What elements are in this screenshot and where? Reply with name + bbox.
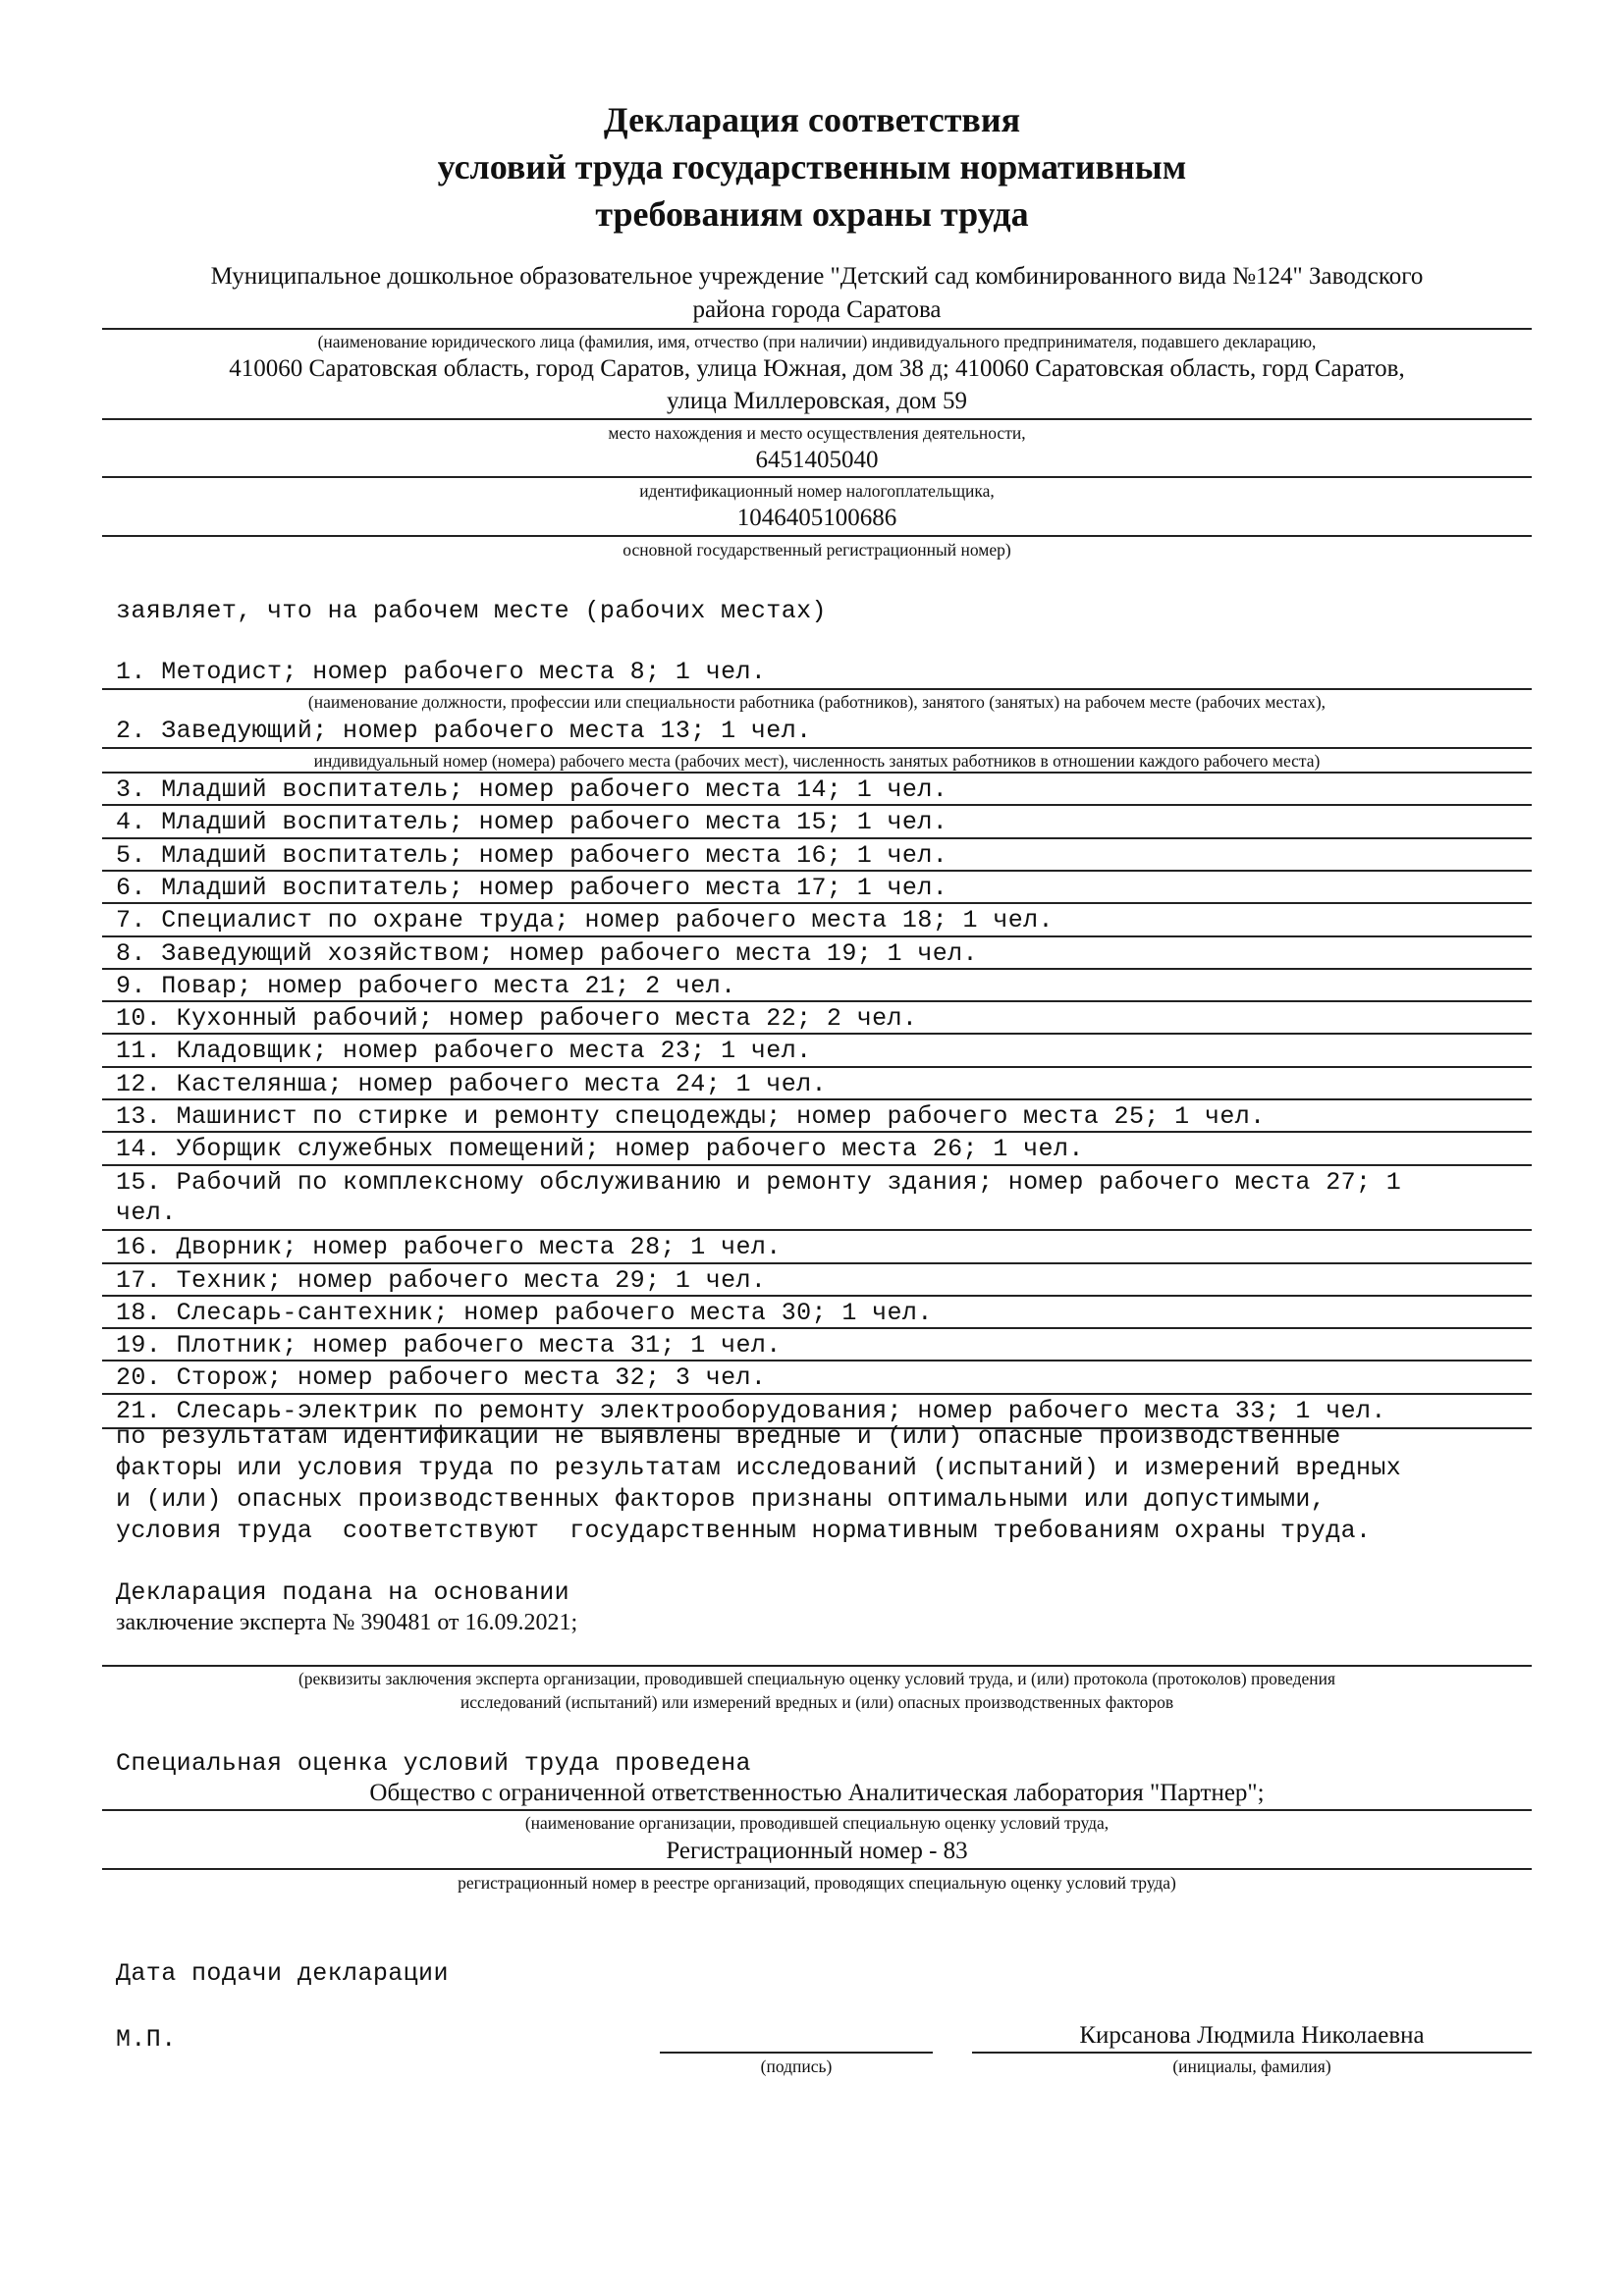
workplace-row (102, 1327, 1532, 1362)
workplace-text: 6. Младший воспитатель; номер рабочего места 17; 1 чел. (116, 874, 948, 902)
assessment-org: Общество с ограниченной ответственностью Аналитическая лаборатория "Партнер"; (369, 1780, 1265, 1806)
inn-rule (102, 476, 1532, 478)
assessment-label: Специальная оценка условий труда проведена (116, 1749, 751, 1778)
workplace-text: 3. Младший воспитатель; номер рабочего места 14; 1 чел. (116, 775, 948, 804)
signer-caption: (инициалы, фамилия) (1172, 2056, 1331, 2076)
workplace-row (102, 870, 1532, 904)
address-line-2: улица Миллеровская, дом 59 (666, 388, 968, 414)
registration-number-caption: регистрационный номер в реестре организаций, проводящих специальную оценку условий труда) (458, 1873, 1176, 1893)
workplace-caption-2: индивидуальный номер (номера) рабочего места (рабочих мест), численность занятых работников в отношении каждого рабочего места) (313, 751, 1321, 771)
workplace-text: 5. Младший воспитатель; номер рабочего места 16; 1 чел. (116, 841, 948, 870)
workplace-row (102, 1000, 1532, 1035)
basis-caption-1: (реквизиты заключения эксперта организации, проводившей специальную оценку условий труда, и (или) протокола (протоколов) проведения (298, 1669, 1336, 1688)
workplace-row (102, 1131, 1532, 1165)
workplace-text: 15. Рабочий по комплексному обслуживанию и ремонту здания; номер рабочего места 27; 1 (116, 1168, 1402, 1197)
address-rule (102, 418, 1532, 420)
result-line-4: условия труда соответствуют государственным нормативным требованиям охраны труда. (116, 1517, 1372, 1545)
workplace-row (102, 1033, 1532, 1067)
workplace-text: 11. Кладовщик; номер рабочего места 23; 1 чел. (116, 1037, 812, 1065)
title-line-2: условий труда государственным нормативным (437, 147, 1187, 187)
signer-name-line (972, 2052, 1532, 2054)
signature-line (660, 2052, 933, 2054)
basis-label: Декларация подана на основании (116, 1578, 570, 1607)
organization-name-rule (102, 328, 1532, 330)
basis-caption-2: исследований (испытаний) или измерений вредных и (или) опасных производственных факторов (460, 1692, 1174, 1712)
workplace-text: 13. Машинист по стирке и ремонту спецодежды; номер рабочего места 25; 1 чел. (116, 1102, 1266, 1131)
stamp-label: М.П. (116, 2025, 177, 2054)
ogrn-rule (102, 535, 1532, 537)
workplace-row (102, 1066, 1532, 1100)
workplace-row: 2. Заведующий; номер рабочего места 13; 1 чел. (116, 717, 812, 745)
result-line-3: и (или) опасных производственных факторов признаны оптимальными или допустимыми, (116, 1485, 1326, 1514)
organization-name-caption: (наименование юридического лица (фамилия, имя, отчество (при наличии) индивидуального предпринимателя, подавшего декларацию, (317, 332, 1317, 351)
workplace-text: 12. Кастелянша; номер рабочего места 24; 1 чел. (116, 1070, 827, 1098)
workplace-text: 4. Младший воспитатель; номер рабочего места 15; 1 чел. (116, 808, 948, 836)
workplace-text: 9. Повар; номер рабочего места 21; 2 чел. (116, 972, 736, 1000)
workplace-text: 19. Плотник; номер рабочего места 31; 1 чел. (116, 1331, 782, 1360)
assessment-org-rule (102, 1809, 1532, 1811)
workplace-row (102, 1098, 1532, 1133)
workplace-row (102, 935, 1532, 970)
workplace-text: 21. Слесарь-электрик по ремонту электрооборудования; номер рабочего места 33; 1 чел. (116, 1397, 1386, 1425)
workplace-text: 10. Кухонный рабочий; номер рабочего места 22; 2 чел. (116, 1004, 918, 1033)
workplace-text: чел. (116, 1199, 177, 1227)
registration-number-rule (102, 1868, 1532, 1870)
workplace-row (102, 1164, 1532, 1199)
workplace-row: 1. Методист; номер рабочего места 8; 1 чел. (116, 658, 767, 686)
document-title (0, 96, 1624, 238)
address-line-1: 410060 Саратовская область, город Саратов, улица Южная, дом 38 д; 410060 Саратовская область, горд Саратов, (229, 355, 1405, 382)
result-line-2: факторы или условия труда по результатам исследований (испытаний) и измерений вредных (116, 1454, 1402, 1482)
declares-statement: заявляет, что на рабочем месте (рабочих местах) (116, 597, 827, 625)
workplace-row (102, 902, 1532, 936)
signature-caption: (подпись) (760, 2056, 833, 2076)
title-line-3: требованиям охраны труда (595, 194, 1029, 234)
basis-value: заключение эксперта № 390481 от 16.09.2021; (116, 1610, 578, 1635)
workplace-row (102, 1229, 1532, 1263)
workplace-text: 7. Специалист по охране труда; номер рабочего места 18; 1 чел. (116, 906, 1054, 934)
workplace-row (102, 1262, 1532, 1297)
basis-rule (102, 1665, 1532, 1667)
inn-value: 6451405040 (755, 447, 879, 473)
registration-number: Регистрационный номер - 83 (666, 1838, 968, 1864)
ogrn-value: 1046405100686 (736, 505, 897, 531)
workplace-row (102, 1295, 1532, 1329)
workplace-rule (102, 747, 1532, 749)
workplace-row (102, 837, 1532, 872)
assessment-org-caption: (наименование организации, проводившей специальную оценку условий труда, (524, 1813, 1110, 1833)
workplace-rule (102, 688, 1532, 690)
workplace-text: 20. Сторож; номер рабочего места 32; 3 чел. (116, 1363, 767, 1392)
signer-name: Кирсанова Людмила Николаевна (1079, 2022, 1425, 2049)
workplace-text: 17. Техник; номер рабочего места 29; 1 чел. (116, 1266, 767, 1295)
title-line-1: Декларация соответствия (603, 100, 1021, 139)
workplace-text: 18. Слесарь-сантехник; номер рабочего места 30; 1 чел. (116, 1299, 933, 1327)
workplace-text: 8. Заведующий хозяйством; номер рабочего места 19; 1 чел. (116, 939, 978, 968)
workplace-text: 16. Дворник; номер рабочего места 28; 1 чел. (116, 1233, 782, 1261)
address-caption: место нахождения и место осуществления деятельности, (608, 423, 1026, 443)
organization-name-line-2: района города Саратова (692, 296, 942, 323)
workplace-caption-1: (наименование должности, профессии или специальности работника (работников), занятого (занятых) на рабочем месте (рабочих местах), (307, 692, 1326, 712)
organization-name-line-1: Муниципальное дошкольное образовательное учреждение "Детский сад комбинированного вида №124" Заводского (210, 263, 1424, 290)
workplace-row (102, 804, 1532, 838)
ogrn-caption: основной государственный регистрационный номер) (623, 540, 1011, 560)
workplace-row (102, 1197, 1532, 1229)
workplace-row (102, 968, 1532, 1002)
submission-date-label: Дата подачи декларации (116, 1959, 449, 1988)
workplace-text: 14. Уборщик служебных помещений; номер рабочего места 26; 1 чел. (116, 1135, 1084, 1163)
workplace-row (102, 772, 1532, 806)
inn-caption: идентификационный номер налогоплательщика, (639, 481, 995, 501)
result-line-1: по результатам идентификации не выявлены вредные и (или) опасные производственные (116, 1422, 1341, 1451)
workplace-row (102, 1360, 1532, 1394)
